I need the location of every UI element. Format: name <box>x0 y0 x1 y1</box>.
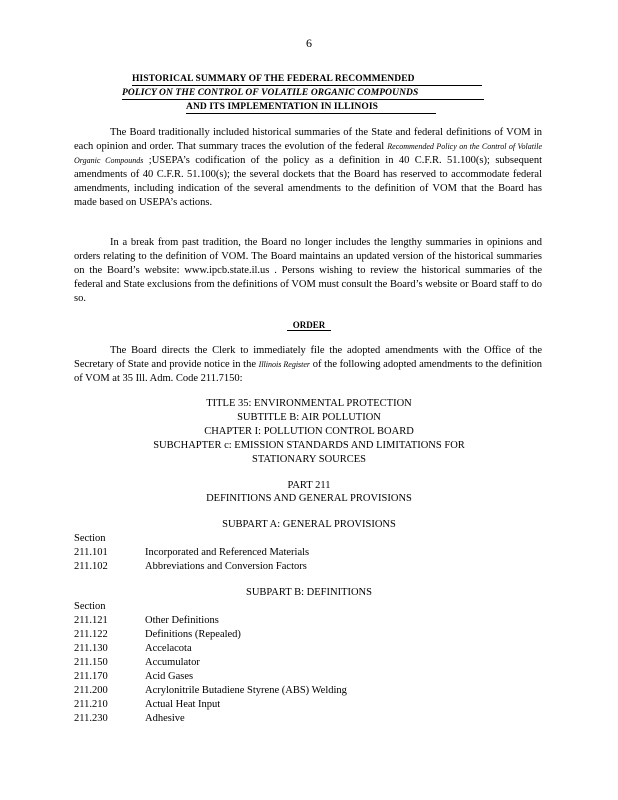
title-line-3: CHAPTER I: POLLUTION CONTROL BOARD <box>204 426 414 437</box>
title-line-1: TITLE 35: ENVIRONMENTAL PROTECTION <box>206 398 412 409</box>
heading-line-2: POLICY ON THE CONTROL OF VOLATILE ORGANIC COMPOUNDS <box>122 88 484 100</box>
section-title: Definitions (Repealed) <box>145 629 241 640</box>
section-number: 211.102 <box>74 561 108 572</box>
section-title: Acrylonitrile Butadiene Styrene (ABS) Welding <box>145 685 347 696</box>
subpart-b-section-label: Section <box>74 601 106 612</box>
paragraph-history-text-b: ;USEPA’s codification of the policy as a definition in 40 C.F.R. 51.100(s); subsequent amendments of 40 C.F.R. 51.100(s); the several dockets that the Board has reserved to accommodate federal amendments, including indication of the several amendments to the definition of VOM that the Board has made based on USEPA’s actions. <box>74 155 542 208</box>
section-number: 211.170 <box>74 671 108 682</box>
subpart-a-section-label: Section <box>74 533 106 544</box>
section-title: Incorporated and Referenced Materials <box>145 547 310 558</box>
section-title: Abbreviations and Conversion Factors <box>145 561 307 572</box>
policy-title-italic: Recommended Policy on the Control of Volatile Organic Compounds <box>74 142 542 165</box>
section-number: 211.210 <box>74 699 108 710</box>
heading-line-1: HISTORICAL SUMMARY OF THE FEDERAL RECOMMENDED <box>132 74 482 86</box>
section-number: 211.200 <box>74 685 108 696</box>
title-line-4: SUBCHAPTER c: EMISSION STANDARDS AND LIMITATIONS FOR <box>153 440 465 451</box>
subpart-a-heading: SUBPART A: GENERAL PROVISIONS <box>222 519 396 530</box>
page-number: 6 <box>306 36 312 50</box>
section-number: 211.230 <box>74 713 108 724</box>
illinois-register-italic: Illinois Register <box>258 360 311 369</box>
paragraph-history <box>74 126 542 210</box>
order-heading-text: ORDER <box>287 320 332 331</box>
title-line-2: SUBTITLE B: AIR POLLUTION <box>237 412 381 423</box>
paragraph-order-text-a: The Board directs the Clerk to immediately file the adopted amendments with the Office of the Secretary of State and provide notice in the <box>74 345 542 370</box>
paragraph-tradition-text: In a break from past tradition, the Board no longer includes the lengthy summaries in opinions and orders relating to the definition of VOM. The Board maintains an updated version of the historical summaries on the Board’s website: www.ipcb.state.il.us . Persons wishing to review the historical summaries of the federal and State exclusions from the definitions of VOM must consult the Board’s website or Board staff to do so. <box>74 237 542 304</box>
section-number: 211.122 <box>74 629 108 640</box>
section-title: Accumulator <box>145 657 200 668</box>
order-heading <box>0 320 618 330</box>
paragraph-history-text-a: The Board traditionally included historical summaries of the State and federal definitions of VOM in each opinion and order. That summary traces the evolution of the federal <box>74 127 542 152</box>
section-number: 211.121 <box>74 615 108 626</box>
title-line-5: STATIONARY SOURCES <box>252 454 366 465</box>
section-number: 211.130 <box>74 643 108 654</box>
heading-line-3: AND ITS IMPLEMENTATION IN ILLINOIS <box>186 102 436 114</box>
section-title: Adhesive <box>145 713 185 724</box>
subpart-b-heading: SUBPART B: DEFINITIONS <box>246 587 372 598</box>
section-title: Actual Heat Input <box>145 699 221 710</box>
section-title: Other Definitions <box>145 615 219 626</box>
part-line-1: PART 211 <box>287 480 331 491</box>
paragraph-tradition <box>74 236 542 306</box>
paragraph-order-text-b: of the following adopted amendments to the definition of VOM at 35 Ill. Adm. Code 211.7150: <box>74 359 542 384</box>
paragraph-order <box>74 344 542 386</box>
part-line-2: DEFINITIONS AND GENERAL PROVISIONS <box>206 493 412 504</box>
section-title: Accelacota <box>145 643 192 654</box>
section-number: 211.101 <box>74 547 108 558</box>
section-title: Acid Gases <box>145 671 194 682</box>
section-number: 211.150 <box>74 657 108 668</box>
